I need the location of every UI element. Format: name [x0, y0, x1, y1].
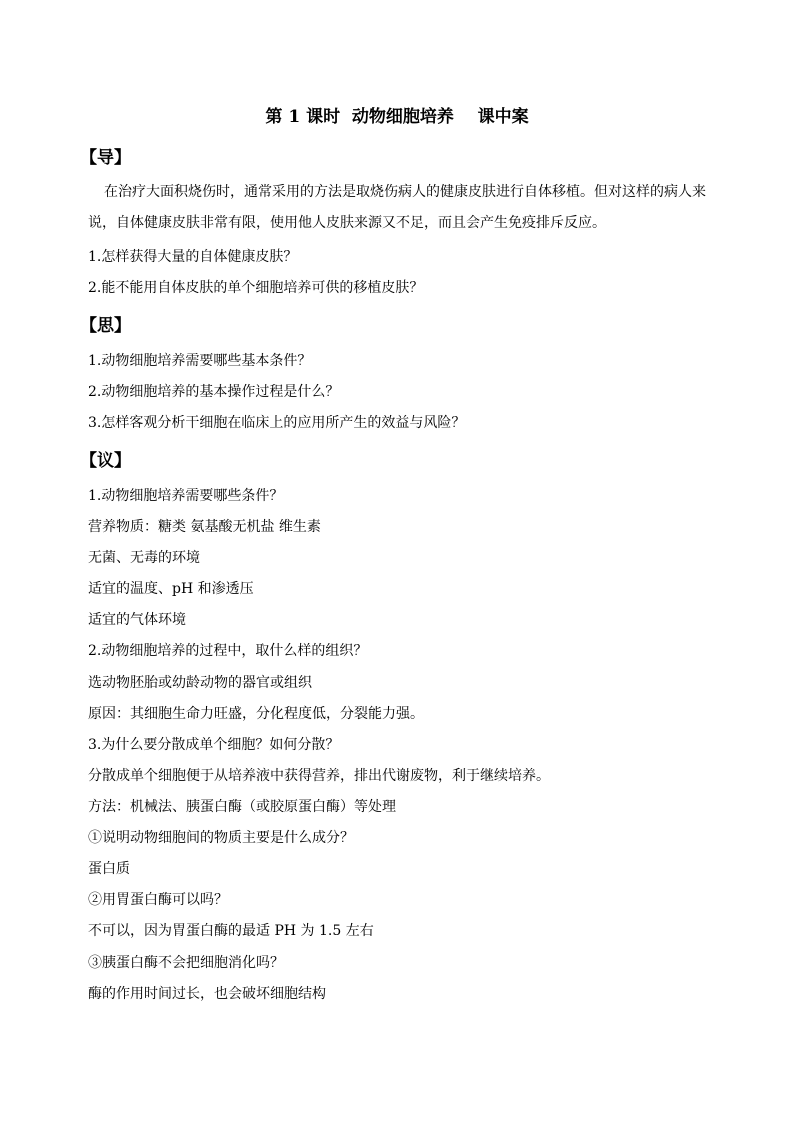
section-heading-si: 【思】 — [80, 316, 131, 336]
yi-line-16: ③胰蛋白酶不会把细胞消化吗？ — [88, 955, 284, 971]
yi-line-2: 营养物质：糖类 氨基酸无机盐 维生素 — [88, 519, 321, 535]
yi-line-3: 无菌、无毒的环境 — [88, 550, 200, 566]
yi-line-5: 适宜的气体环境 — [88, 612, 186, 628]
dao-question-1: 1.怎样获得大量的自体健康皮肤？ — [88, 249, 298, 265]
dao-question-2: 2.能不能用自体皮肤的单个细胞培养可供的移植皮肤？ — [88, 280, 424, 296]
si-question-3: 3.怎样客观分析干细胞在临床上的应用所产生的效益与风险？ — [88, 415, 466, 431]
si-question-1: 1.动物细胞培养需要哪些基本条件？ — [88, 353, 312, 369]
intro-paragraph: 在治疗大面积烧伤时，通常采用的方法是取烧伤病人的健康皮肤进行自体移植。但对这样的病人来说，自体健康皮肤非常有限，使用他人皮肤来源又不足，而且会产生免疫排斥反应。 — [88, 184, 706, 231]
yi-line-10: 分散成单个细胞便于从培养液中获得营养，排出代谢废物，利于继续培养。 — [88, 768, 550, 784]
yi-line-8: 原因：其细胞生命力旺盛，分化程度低，分裂能力强。 — [88, 706, 424, 722]
yi-line-12: ①说明动物细胞间的物质主要是什么成分？ — [88, 830, 354, 846]
yi-line-11: 方法：机械法、胰蛋白酶（或胶原蛋白酶）等处理 — [88, 799, 396, 815]
yi-line-4: 适宜的温度、pH 和渗透压 — [88, 581, 254, 597]
yi-line-13: 蛋白质 — [88, 861, 130, 877]
si-question-2: 2.动物细胞培养的基本操作过程是什么？ — [88, 384, 340, 400]
yi-line-14: ②用胃蛋白酶可以吗？ — [88, 892, 228, 908]
section-heading-yi: 【议】 — [80, 451, 131, 471]
yi-line-17: 酶的作用时间过长，也会破坏细胞结构 — [88, 986, 326, 1002]
section-heading-dao: 【导】 — [80, 148, 131, 168]
yi-line-7: 选动物胚胎或幼龄动物的器官或组织 — [88, 675, 312, 691]
yi-line-9: 3.为什么要分散成单个细胞？如何分散？ — [88, 737, 340, 753]
yi-line-15: 不可以，因为胃蛋白酶的最适 PH 为 1.5 左右 — [88, 923, 374, 939]
yi-line-6: 2.动物细胞培养的过程中，取什么样的组织？ — [88, 643, 368, 659]
yi-line-1: 1.动物细胞培养需要哪些条件？ — [88, 488, 284, 504]
page-title: 第 1 课时 动物细胞培养 课中案 — [265, 107, 529, 127]
